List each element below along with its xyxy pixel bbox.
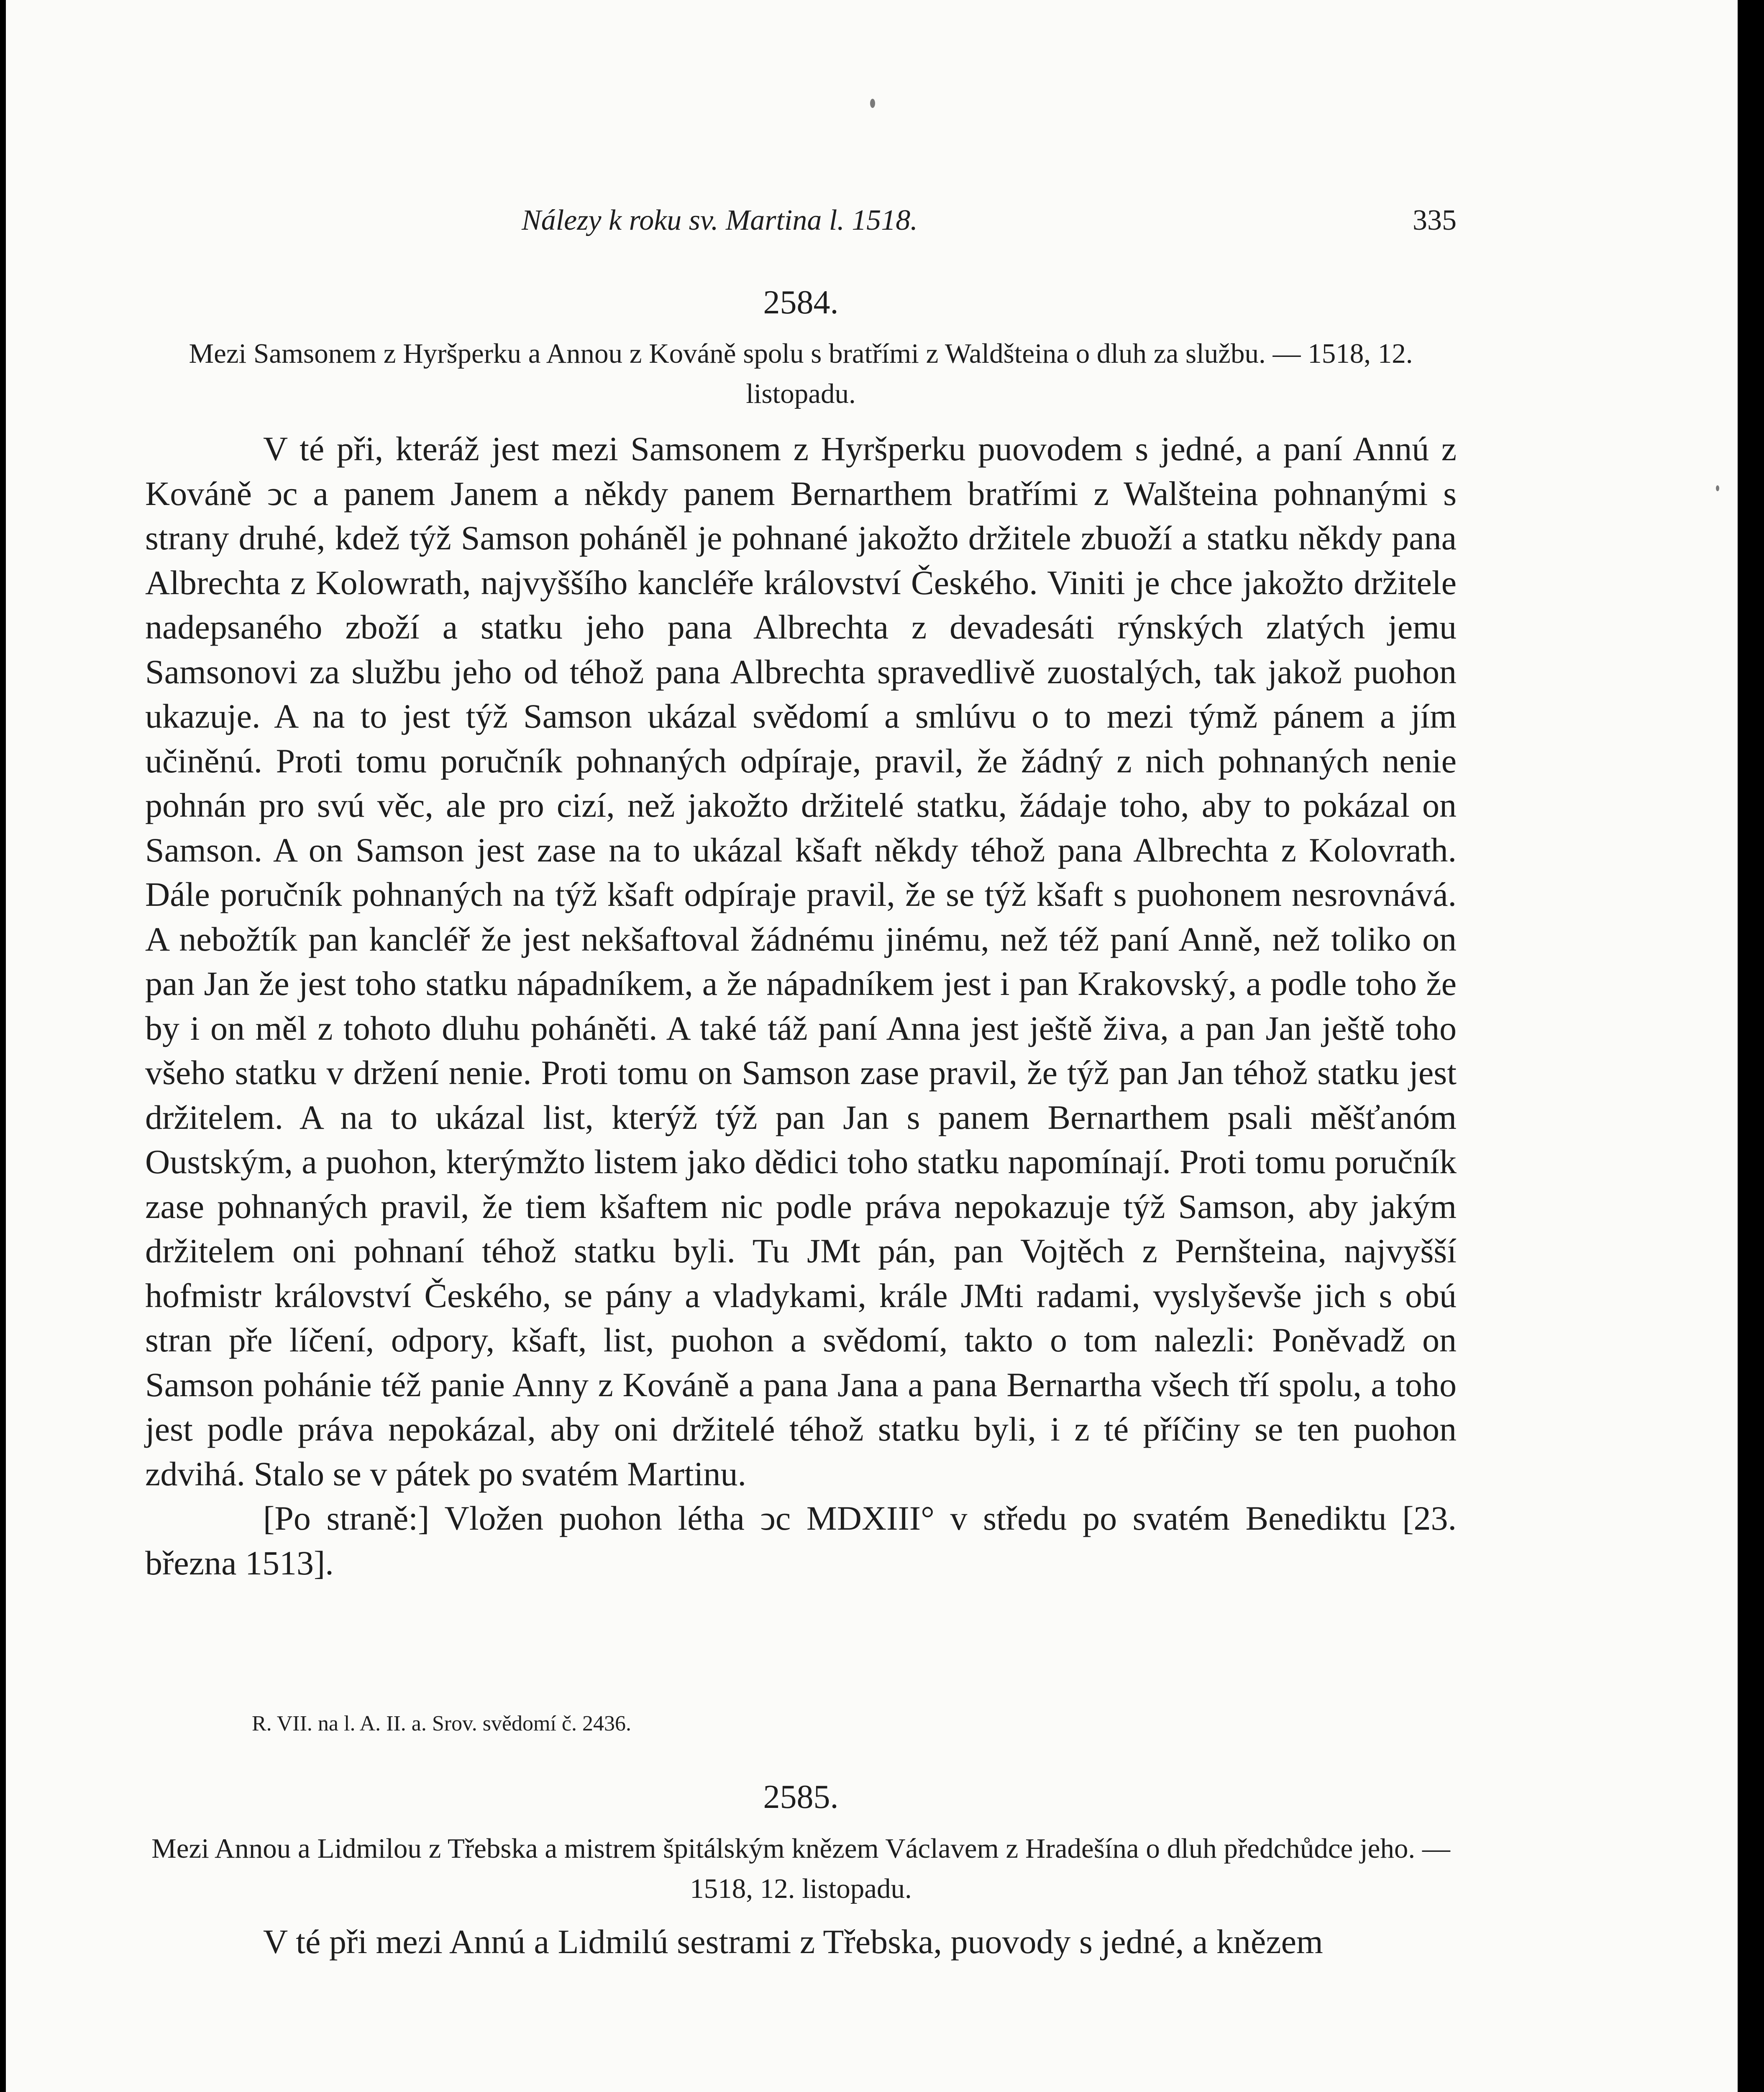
entry-heading: Mezi Annou a Lidmilou z Třebska a mistrem špitálským knězem Václavem z Hradešína o dluh předchůdce jeho. — 1518, 12. listopadu. <box>151 1833 1450 1904</box>
entry-2584-heading-block <box>145 333 1457 414</box>
entry-heading: Mezi Samsonem z Hyršperku a Annou z Kováně spolu s bratřími z Waldšteina o dluh za službu. — 1518, 12. listopadu. <box>189 338 1413 409</box>
scan-speck <box>1716 485 1719 491</box>
running-header <box>145 204 1457 241</box>
entry-2584-body <box>145 427 1457 1585</box>
body-paragraph: V té při, kteráž jest mezi Samsonem z Hyršperku puovodem s jedné, a paní Annú z Kováně ͻc a panem Janem a někdy panem Bernarthem bratřími z Walšteina pohnanými s strany druhé, kdež týž Samson poháněl je pohnané jakožto držitele zbuoží a statku někdy pana Albrechta z Kolowrath, najvyššího kancléře království Českého. Viniti je chce jakožto držitele nadepsaného zboží a statku jeho pana Albrechta z devadesáti rýnských zlatých jemu Samsonovi za službu jeho od téhož pana Albrechta spravedlivě zuostalých, tak jakož puohon ukazuje. A na to jest týž Samson ukázal svědomí a smlúvu o to mezi týmž pánem a jím učiněnú. Proti tomu poručník pohnaných odpíraje, pravil, že žádný z nich pohnaných nenie pohnán pro svú věc, ale pro cizí, než jakožto držitelé statku, žádaje toho, aby to pokázal on Samson. A on Samson jest zase na to ukázal kšaft někdy téhož pana Albrechta z Kolovrath. Dále poručník pohnaných na týž kšaft odpíraje pravil, že se týž kšaft s puohonem nesrovnává. A nebožtík pan kancléř že jest nekšaftoval žádnému jinému, než též paní Anně, než toliko on pan Jan že jest toho statku nápadníkem, a že nápadníkem jest i pan Krakovský, a podle toho že by i on měl z tohoto dluhu poháněti. A také táž paní Anna jest ještě živa, a pan Jan ještě toho všeho statku v držení nenie. Proti tomu on Samson zase pravil, že týž pan Jan téhož statku jest držitelem. A na to ukázal list, kterýž týž pan Jan s panem Bernarthem psali měšťanóm Oustským, a puohon, kterýmžto listem jako dědici toho statku napomínají. Proti tomu poručník zase pohnaných pravil, že tiem kšaftem nic podle práva nepokazuje týž Samson, aby jakým držitelem oni pohnaní téhož statku byli. Tu JMt pán, pan Vojtěch z Pernšteina, najvyšší hofmistr království Českého, se pány a vladykami, krále JMti radami, vyslyševše jich s obú stran pře líčení, odpory, kšaft, list, puohon a svědomí, takto o tom nalezli: Poněvadž on Samson pohánie též panie Anny z Kováně a pana Jana a pana Bernartha všech tří spolu, a toho jest podle práva nepokázal, aby oni držitelé téhož statku byli, i z té příčiny se ten puohon zdvihá. Stalo se v pátek po svatém Martinu. <box>145 430 1457 1493</box>
scanned-page <box>6 0 1738 2092</box>
source-note: R. VII. na l. A. II. a. Srov. svědomí č. 2436. <box>252 1712 632 1736</box>
entry-number: 2585. <box>763 1779 839 1815</box>
page-number: 335 <box>1413 204 1457 236</box>
running-title: Nálezy k roku sv. Martina l. 1518. <box>522 204 918 236</box>
entry-2585-number-block <box>145 1780 1457 1814</box>
entry-2585-heading-block <box>145 1828 1457 1909</box>
entry-2585-body <box>145 1920 1457 1964</box>
entry-2584-number-block <box>145 286 1457 319</box>
margin-note-paragraph: [Po straně:] Vložen puohon létha ͻc MDXIII° v středu po svatém Benediktu [23. března 1513]. <box>145 1499 1457 1582</box>
entry-2584-source-block <box>145 1713 1457 1735</box>
scan-speck <box>870 99 875 108</box>
entry-number: 2584. <box>763 284 839 321</box>
body-paragraph: V té při mezi Annú a Lidmilú sestrami z Třebska, puovody s jedné, a knězem <box>263 1923 1323 1961</box>
